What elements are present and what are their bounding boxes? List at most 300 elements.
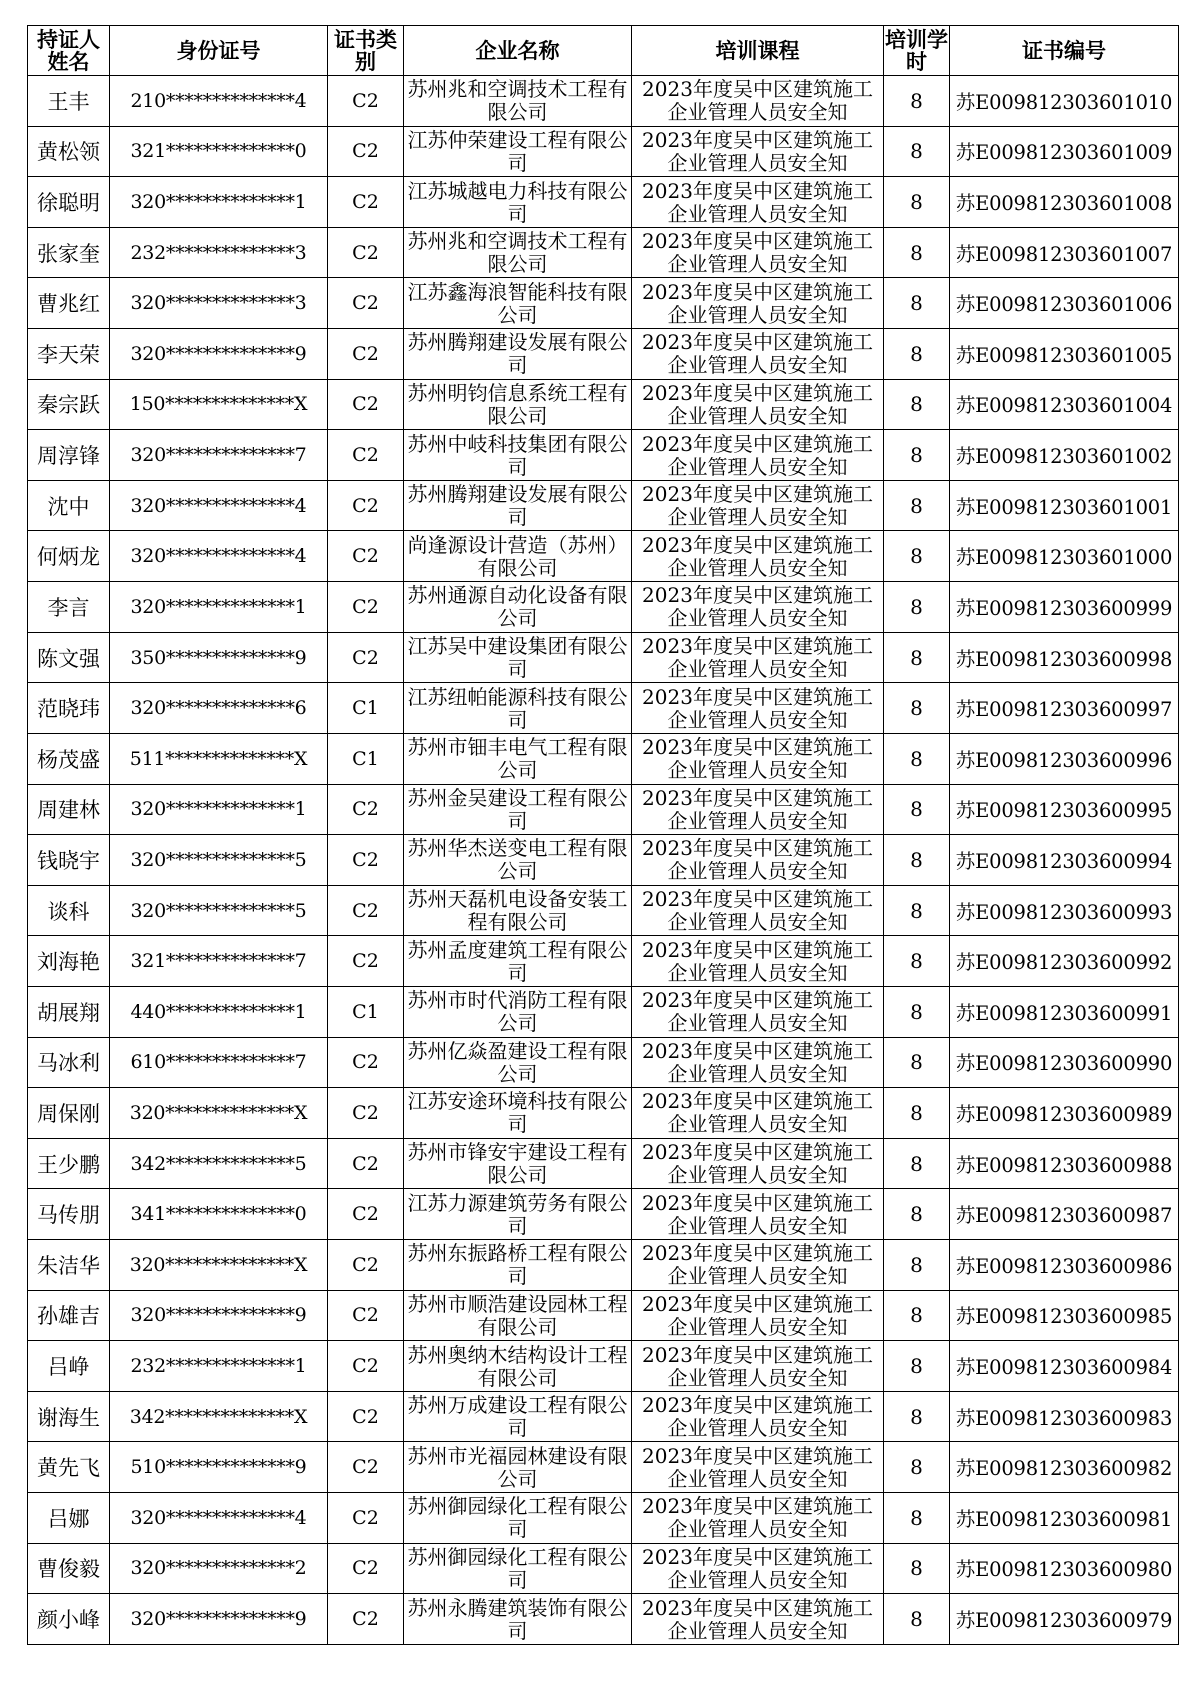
holder-name-cell: 吕峥	[28, 1341, 110, 1392]
id-number-cell: 320**************4	[110, 480, 328, 531]
company-cell	[404, 278, 632, 329]
header-company: 企业名称	[404, 26, 632, 76]
id-number-cell: 320**************X	[110, 1088, 328, 1139]
company-cell	[404, 227, 632, 278]
cert-category-cell: C2	[328, 1189, 404, 1240]
course-cell-text: 2023年度吴中区建筑施工企业管理人员安全知	[642, 684, 873, 732]
hours-cell: 8	[884, 430, 950, 481]
cert-category-cell: C2	[328, 1594, 404, 1645]
course-cell-text: 2023年度吴中区建筑施工企业管理人员安全知	[642, 1393, 873, 1441]
company-cell	[404, 1543, 632, 1594]
course-cell	[632, 1493, 884, 1544]
table-row	[28, 329, 1179, 380]
hours-cell: 8	[884, 784, 950, 835]
course-cell-text: 2023年度吴中区建筑施工企业管理人员安全知	[642, 1089, 873, 1137]
cert-category-cell: C2	[328, 430, 404, 481]
course-cell	[632, 1037, 884, 1088]
holder-name-cell: 李天荣	[28, 329, 110, 380]
cert-number-cell: 苏E009812303600989	[950, 1088, 1179, 1139]
holder-name-cell: 孙雄吉	[28, 1290, 110, 1341]
cert-number-cell: 苏E009812303600982	[950, 1442, 1179, 1493]
table-row	[28, 1442, 1179, 1493]
cert-number-cell: 苏E009812303600984	[950, 1341, 1179, 1392]
course-cell	[632, 1341, 884, 1392]
id-number-cell: 511**************X	[110, 733, 328, 784]
cert-category-cell: C2	[328, 1037, 404, 1088]
course-cell-text: 2023年度吴中区建筑施工企业管理人员安全知	[642, 1291, 873, 1339]
table-row	[28, 76, 1179, 127]
hours-cell: 8	[884, 1088, 950, 1139]
company-cell-text: 苏州市时代消防工程有限公司	[407, 988, 628, 1036]
course-cell-text: 2023年度吴中区建筑施工企业管理人员安全知	[642, 279, 873, 327]
holder-name-cell: 王丰	[28, 76, 110, 127]
company-cell-text: 苏州市光福园林建设有限公司	[407, 1443, 628, 1491]
course-cell	[632, 480, 884, 531]
company-cell	[404, 1088, 632, 1139]
holder-name-cell: 谢海生	[28, 1391, 110, 1442]
hours-cell: 8	[884, 835, 950, 886]
table-row	[28, 936, 1179, 987]
table-row	[28, 1391, 1179, 1442]
hours-cell: 8	[884, 76, 950, 127]
company-cell	[404, 885, 632, 936]
id-number-cell: 342**************X	[110, 1391, 328, 1442]
cert-category-cell: C2	[328, 1088, 404, 1139]
id-number-cell: 320**************7	[110, 430, 328, 481]
id-number-cell: 150**************X	[110, 379, 328, 430]
course-cell	[632, 733, 884, 784]
hours-cell: 8	[884, 1290, 950, 1341]
table-row	[28, 1543, 1179, 1594]
company-cell	[404, 582, 632, 633]
cert-number-cell: 苏E009812303601010	[950, 76, 1179, 127]
company-cell	[404, 531, 632, 582]
course-cell-text: 2023年度吴中区建筑施工企业管理人员安全知	[642, 1038, 873, 1086]
company-cell	[404, 1037, 632, 1088]
cert-number-cell: 苏E009812303600999	[950, 582, 1179, 633]
holder-name-cell: 徐聪明	[28, 177, 110, 228]
course-cell	[632, 835, 884, 886]
holder-name-cell: 曹俊毅	[28, 1543, 110, 1594]
company-cell	[404, 379, 632, 430]
course-cell	[632, 531, 884, 582]
company-cell-text: 苏州明钧信息系统工程有限公司	[407, 380, 628, 428]
company-cell	[404, 480, 632, 531]
course-cell	[632, 683, 884, 734]
holder-name-cell: 李言	[28, 582, 110, 633]
hours-cell: 8	[884, 1543, 950, 1594]
cert-number-cell: 苏E009812303600987	[950, 1189, 1179, 1240]
holder-name-cell: 周淳锋	[28, 430, 110, 481]
holder-name-cell: 曹兆红	[28, 278, 110, 329]
course-cell-text: 2023年度吴中区建筑施工企业管理人员安全知	[642, 1443, 873, 1491]
id-number-cell: 342**************5	[110, 1138, 328, 1189]
header-holder-name: 持证人姓名	[28, 26, 110, 76]
course-cell-text: 2023年度吴中区建筑施工企业管理人员安全知	[642, 937, 873, 985]
course-cell	[632, 430, 884, 481]
course-cell	[632, 1543, 884, 1594]
cert-category-cell: C2	[328, 126, 404, 177]
certificate-table	[27, 25, 1179, 1645]
cert-category-cell: C1	[328, 733, 404, 784]
course-cell	[632, 227, 884, 278]
company-cell	[404, 1442, 632, 1493]
table-row	[28, 683, 1179, 734]
holder-name-cell: 马传朋	[28, 1189, 110, 1240]
id-number-cell: 320**************3	[110, 278, 328, 329]
course-cell	[632, 1594, 884, 1645]
hours-cell: 8	[884, 480, 950, 531]
table-row	[28, 1594, 1179, 1645]
holder-name-cell: 朱洁华	[28, 1240, 110, 1291]
holder-name-cell: 吕娜	[28, 1493, 110, 1544]
cert-category-cell: C2	[328, 278, 404, 329]
cert-number-cell: 苏E009812303601008	[950, 177, 1179, 228]
course-cell-text: 2023年度吴中区建筑施工企业管理人员安全知	[642, 988, 873, 1036]
holder-name-cell: 范晓玮	[28, 683, 110, 734]
id-number-cell: 320**************X	[110, 1240, 328, 1291]
cert-number-cell: 苏E009812303600996	[950, 733, 1179, 784]
hours-cell: 8	[884, 278, 950, 329]
header-row	[28, 26, 1179, 76]
table-row	[28, 379, 1179, 430]
table-row	[28, 1493, 1179, 1544]
id-number-cell: 320**************2	[110, 1543, 328, 1594]
company-cell	[404, 936, 632, 987]
holder-name-cell: 杨茂盛	[28, 733, 110, 784]
hours-cell: 8	[884, 986, 950, 1037]
hours-cell: 8	[884, 885, 950, 936]
holder-name-cell: 胡展翔	[28, 986, 110, 1037]
hours-cell: 8	[884, 683, 950, 734]
table-row	[28, 531, 1179, 582]
hours-cell: 8	[884, 1391, 950, 1442]
hours-cell: 8	[884, 379, 950, 430]
holder-name-cell: 黄松领	[28, 126, 110, 177]
course-cell	[632, 936, 884, 987]
course-cell-text: 2023年度吴中区建筑施工企业管理人员安全知	[642, 1241, 873, 1289]
cert-number-cell: 苏E009812303601000	[950, 531, 1179, 582]
holder-name-cell: 钱晓宇	[28, 835, 110, 886]
cert-number-cell: 苏E009812303600979	[950, 1594, 1179, 1645]
cert-number-cell: 苏E009812303601004	[950, 379, 1179, 430]
holder-name-cell: 何炳龙	[28, 531, 110, 582]
cert-category-cell: C2	[328, 379, 404, 430]
table-row	[28, 227, 1179, 278]
id-number-cell: 320**************9	[110, 1290, 328, 1341]
header-hours: 培训学时	[885, 27, 948, 74]
course-cell-text: 2023年度吴中区建筑施工企业管理人员安全知	[642, 1190, 873, 1238]
company-cell	[404, 1240, 632, 1291]
company-cell-text: 苏州东振路桥工程有限公司	[407, 1241, 628, 1289]
table-row	[28, 784, 1179, 835]
cert-category-cell: C2	[328, 1240, 404, 1291]
course-cell	[632, 1240, 884, 1291]
id-number-cell: 321**************0	[110, 126, 328, 177]
course-cell-text: 2023年度吴中区建筑施工企业管理人员安全知	[642, 1544, 873, 1592]
course-cell	[632, 76, 884, 127]
table-row	[28, 1138, 1179, 1189]
hours-cell: 8	[884, 1442, 950, 1493]
id-number-cell: 320**************5	[110, 885, 328, 936]
company-cell-text: 苏州市钿丰电气工程有限公司	[407, 735, 628, 783]
course-cell	[632, 582, 884, 633]
cert-category-cell: C2	[328, 1138, 404, 1189]
id-number-cell: 440**************1	[110, 986, 328, 1037]
company-cell	[404, 835, 632, 886]
course-cell-text: 2023年度吴中区建筑施工企业管理人员安全知	[642, 1342, 873, 1390]
id-number-cell: 320**************1	[110, 177, 328, 228]
cert-category-cell: C2	[328, 784, 404, 835]
holder-name-cell: 周建林	[28, 784, 110, 835]
company-cell	[404, 683, 632, 734]
table-row	[28, 582, 1179, 633]
company-cell	[404, 126, 632, 177]
course-cell	[632, 177, 884, 228]
company-cell-text: 苏州奥纳木结构设计工程有限公司	[407, 1342, 628, 1390]
company-cell-text: 苏州市顺浩建设园林工程有限公司	[407, 1291, 628, 1339]
company-cell-text: 苏州天磊机电设备安装工程有限公司	[407, 887, 628, 935]
company-cell-text: 苏州通源自动化设备有限公司	[407, 583, 628, 631]
table-row	[28, 1037, 1179, 1088]
table-row	[28, 1240, 1179, 1291]
course-cell	[632, 1189, 884, 1240]
holder-name-cell: 秦宗跃	[28, 379, 110, 430]
table-row	[28, 835, 1179, 886]
table-row	[28, 480, 1179, 531]
id-number-cell: 320**************1	[110, 582, 328, 633]
hours-cell: 8	[884, 582, 950, 633]
cert-number-cell: 苏E009812303600981	[950, 1493, 1179, 1544]
course-cell	[632, 1138, 884, 1189]
hours-cell: 8	[884, 1493, 950, 1544]
company-cell-text: 苏州万成建设工程有限公司	[407, 1393, 628, 1441]
cert-number-cell: 苏E009812303601001	[950, 480, 1179, 531]
company-cell-text: 苏州中岐科技集团有限公司	[407, 431, 628, 479]
course-cell	[632, 986, 884, 1037]
cert-number-cell: 苏E009812303600993	[950, 885, 1179, 936]
cert-category-cell: C2	[328, 177, 404, 228]
cert-category-cell: C2	[328, 1290, 404, 1341]
course-cell-text: 2023年度吴中区建筑施工企业管理人员安全知	[642, 431, 873, 479]
company-cell-text: 苏州孟度建筑工程有限公司	[407, 937, 628, 985]
company-cell	[404, 177, 632, 228]
course-cell-text: 2023年度吴中区建筑施工企业管理人员安全知	[642, 229, 873, 277]
cert-number-cell: 苏E009812303600997	[950, 683, 1179, 734]
cert-category-cell: C2	[328, 1493, 404, 1544]
company-cell-text: 苏州华杰送变电工程有限公司	[407, 836, 628, 884]
cert-number-cell: 苏E009812303601006	[950, 278, 1179, 329]
course-cell	[632, 278, 884, 329]
cert-category-cell: C2	[328, 632, 404, 683]
company-cell	[404, 1493, 632, 1544]
cert-category-cell: C2	[328, 582, 404, 633]
cert-number-cell: 苏E009812303600986	[950, 1240, 1179, 1291]
hours-cell: 8	[884, 531, 950, 582]
cert-category-cell: C2	[328, 1391, 404, 1442]
company-cell	[404, 76, 632, 127]
company-cell-text: 苏州亿焱盈建设工程有限公司	[407, 1038, 628, 1086]
company-cell-text: 苏州市锋安宇建设工程有限公司	[407, 1140, 628, 1188]
table-row	[28, 885, 1179, 936]
company-cell-text: 苏州金吴建设工程有限公司	[407, 785, 628, 833]
header-course: 培训课程	[632, 26, 884, 76]
company-cell-text: 江苏纽帕能源科技有限公司	[407, 684, 628, 732]
cert-category-cell: C2	[328, 936, 404, 987]
company-cell	[404, 1391, 632, 1442]
course-cell-text: 2023年度吴中区建筑施工企业管理人员安全知	[642, 583, 873, 631]
table-row	[28, 1341, 1179, 1392]
course-cell	[632, 784, 884, 835]
table-row	[28, 1290, 1179, 1341]
cert-number-cell: 苏E009812303600985	[950, 1290, 1179, 1341]
company-cell-text: 江苏城越电力科技有限公司	[407, 178, 628, 226]
table-row	[28, 986, 1179, 1037]
company-cell-text: 苏州御园绿化工程有限公司	[407, 1494, 628, 1542]
course-cell-text: 2023年度吴中区建筑施工企业管理人员安全知	[642, 1595, 873, 1643]
cert-number-cell: 苏E009812303600998	[950, 632, 1179, 683]
course-cell-text: 2023年度吴中区建筑施工企业管理人员安全知	[642, 1494, 873, 1542]
company-cell	[404, 1594, 632, 1645]
hours-cell: 8	[884, 733, 950, 784]
course-cell-text: 2023年度吴中区建筑施工企业管理人员安全知	[642, 77, 873, 125]
course-cell-text: 2023年度吴中区建筑施工企业管理人员安全知	[642, 532, 873, 580]
company-cell	[404, 329, 632, 380]
cert-number-cell: 苏E009812303601005	[950, 329, 1179, 380]
course-cell	[632, 329, 884, 380]
company-cell	[404, 733, 632, 784]
hours-cell: 8	[884, 1037, 950, 1088]
table-row	[28, 1189, 1179, 1240]
course-cell	[632, 126, 884, 177]
id-number-cell: 320**************9	[110, 1594, 328, 1645]
hours-cell: 8	[884, 936, 950, 987]
cert-category-cell: C2	[328, 531, 404, 582]
id-number-cell: 320**************1	[110, 784, 328, 835]
company-cell	[404, 986, 632, 1037]
cert-number-cell: 苏E009812303601009	[950, 126, 1179, 177]
id-number-cell: 350**************9	[110, 632, 328, 683]
id-number-cell: 510**************9	[110, 1442, 328, 1493]
company-cell-text: 江苏仲荣建设工程有限公司	[407, 127, 628, 175]
company-cell-text: 苏州永腾建筑装饰有限公司	[407, 1595, 628, 1643]
hours-cell: 8	[884, 329, 950, 380]
company-cell	[404, 784, 632, 835]
cert-category-cell: C2	[328, 1543, 404, 1594]
company-cell	[404, 1189, 632, 1240]
id-number-cell: 341**************0	[110, 1189, 328, 1240]
id-number-cell: 210**************4	[110, 76, 328, 127]
company-cell-text: 江苏吴中建设集团有限公司	[407, 634, 628, 681]
course-cell-text: 2023年度吴中区建筑施工企业管理人员安全知	[642, 380, 873, 428]
cert-number-cell: 苏E009812303601002	[950, 430, 1179, 481]
cert-category-cell: C2	[328, 1442, 404, 1493]
holder-name-cell: 张家奎	[28, 227, 110, 278]
header-id-number: 身份证号	[110, 26, 328, 76]
id-number-cell: 232**************3	[110, 227, 328, 278]
holder-name-cell: 刘海艳	[28, 936, 110, 987]
holder-name-cell: 沈中	[28, 480, 110, 531]
cert-category-cell: C2	[328, 76, 404, 127]
company-cell	[404, 1290, 632, 1341]
company-cell-text: 苏州兆和空调技术工程有限公司	[407, 229, 628, 277]
id-number-cell: 320**************4	[110, 1493, 328, 1544]
holder-name-cell: 周保刚	[28, 1088, 110, 1139]
hours-cell: 8	[884, 227, 950, 278]
course-cell-text: 2023年度吴中区建筑施工企业管理人员安全知	[642, 127, 873, 175]
company-cell-text: 江苏安途环境科技有限公司	[407, 1089, 628, 1137]
hours-cell: 8	[884, 1341, 950, 1392]
course-cell-text: 2023年度吴中区建筑施工企业管理人员安全知	[642, 178, 873, 226]
table-row	[28, 430, 1179, 481]
company-cell	[404, 1138, 632, 1189]
id-number-cell: 320**************4	[110, 531, 328, 582]
holder-name-cell: 黄先飞	[28, 1442, 110, 1493]
cert-category-cell: C1	[328, 986, 404, 1037]
course-cell	[632, 1391, 884, 1442]
id-number-cell: 232**************1	[110, 1341, 328, 1392]
hours-cell: 8	[884, 1594, 950, 1645]
company-cell-text: 苏州御园绿化工程有限公司	[407, 1544, 628, 1592]
cert-number-cell: 苏E009812303600983	[950, 1391, 1179, 1442]
course-cell-text: 2023年度吴中区建筑施工企业管理人员安全知	[642, 735, 873, 783]
company-cell-text: 苏州腾翔建设发展有限公司	[407, 482, 628, 530]
course-cell-text: 2023年度吴中区建筑施工企业管理人员安全知	[642, 482, 873, 530]
company-cell	[404, 632, 632, 683]
course-cell	[632, 1290, 884, 1341]
table-body	[28, 76, 1179, 1645]
course-cell-text: 2023年度吴中区建筑施工企业管理人员安全知	[642, 785, 873, 833]
course-cell	[632, 1088, 884, 1139]
course-cell	[632, 632, 884, 683]
cert-number-cell: 苏E009812303600980	[950, 1543, 1179, 1594]
cert-number-cell: 苏E009812303600995	[950, 784, 1179, 835]
table-row	[28, 632, 1179, 683]
course-cell-text: 2023年度吴中区建筑施工企业管理人员安全知	[642, 330, 873, 378]
table-row	[28, 126, 1179, 177]
holder-name-cell: 颜小峰	[28, 1594, 110, 1645]
hours-cell: 8	[884, 126, 950, 177]
holder-name-cell: 马冰利	[28, 1037, 110, 1088]
course-cell-text: 2023年度吴中区建筑施工企业管理人员安全知	[642, 634, 873, 681]
company-cell	[404, 1341, 632, 1392]
id-number-cell: 320**************5	[110, 835, 328, 886]
cert-number-cell: 苏E009812303601007	[950, 227, 1179, 278]
table-row	[28, 733, 1179, 784]
cert-category-cell: C2	[328, 329, 404, 380]
hours-cell: 8	[884, 177, 950, 228]
id-number-cell: 321**************7	[110, 936, 328, 987]
hours-cell: 8	[884, 1189, 950, 1240]
id-number-cell: 610**************7	[110, 1037, 328, 1088]
id-number-cell: 320**************9	[110, 329, 328, 380]
company-cell-text: 尚逢源设计营造（苏州）有限公司	[407, 532, 628, 580]
course-cell-text: 2023年度吴中区建筑施工企业管理人员安全知	[642, 887, 873, 935]
cert-number-cell: 苏E009812303600988	[950, 1138, 1179, 1189]
cert-category-cell: C2	[328, 480, 404, 531]
table-row	[28, 1088, 1179, 1139]
course-cell-text: 2023年度吴中区建筑施工企业管理人员安全知	[642, 1140, 873, 1188]
cert-number-cell: 苏E009812303600994	[950, 835, 1179, 886]
course-cell	[632, 1442, 884, 1493]
cert-category-cell: C2	[328, 1341, 404, 1392]
table-row	[28, 177, 1179, 228]
company-cell-text: 苏州兆和空调技术工程有限公司	[407, 77, 628, 125]
company-cell-text: 苏州腾翔建设发展有限公司	[407, 330, 628, 378]
company-cell-text: 江苏鑫海浪智能科技有限公司	[407, 279, 628, 327]
cert-category-cell: C2	[328, 885, 404, 936]
header-cert-category: 证书类别	[328, 26, 404, 76]
